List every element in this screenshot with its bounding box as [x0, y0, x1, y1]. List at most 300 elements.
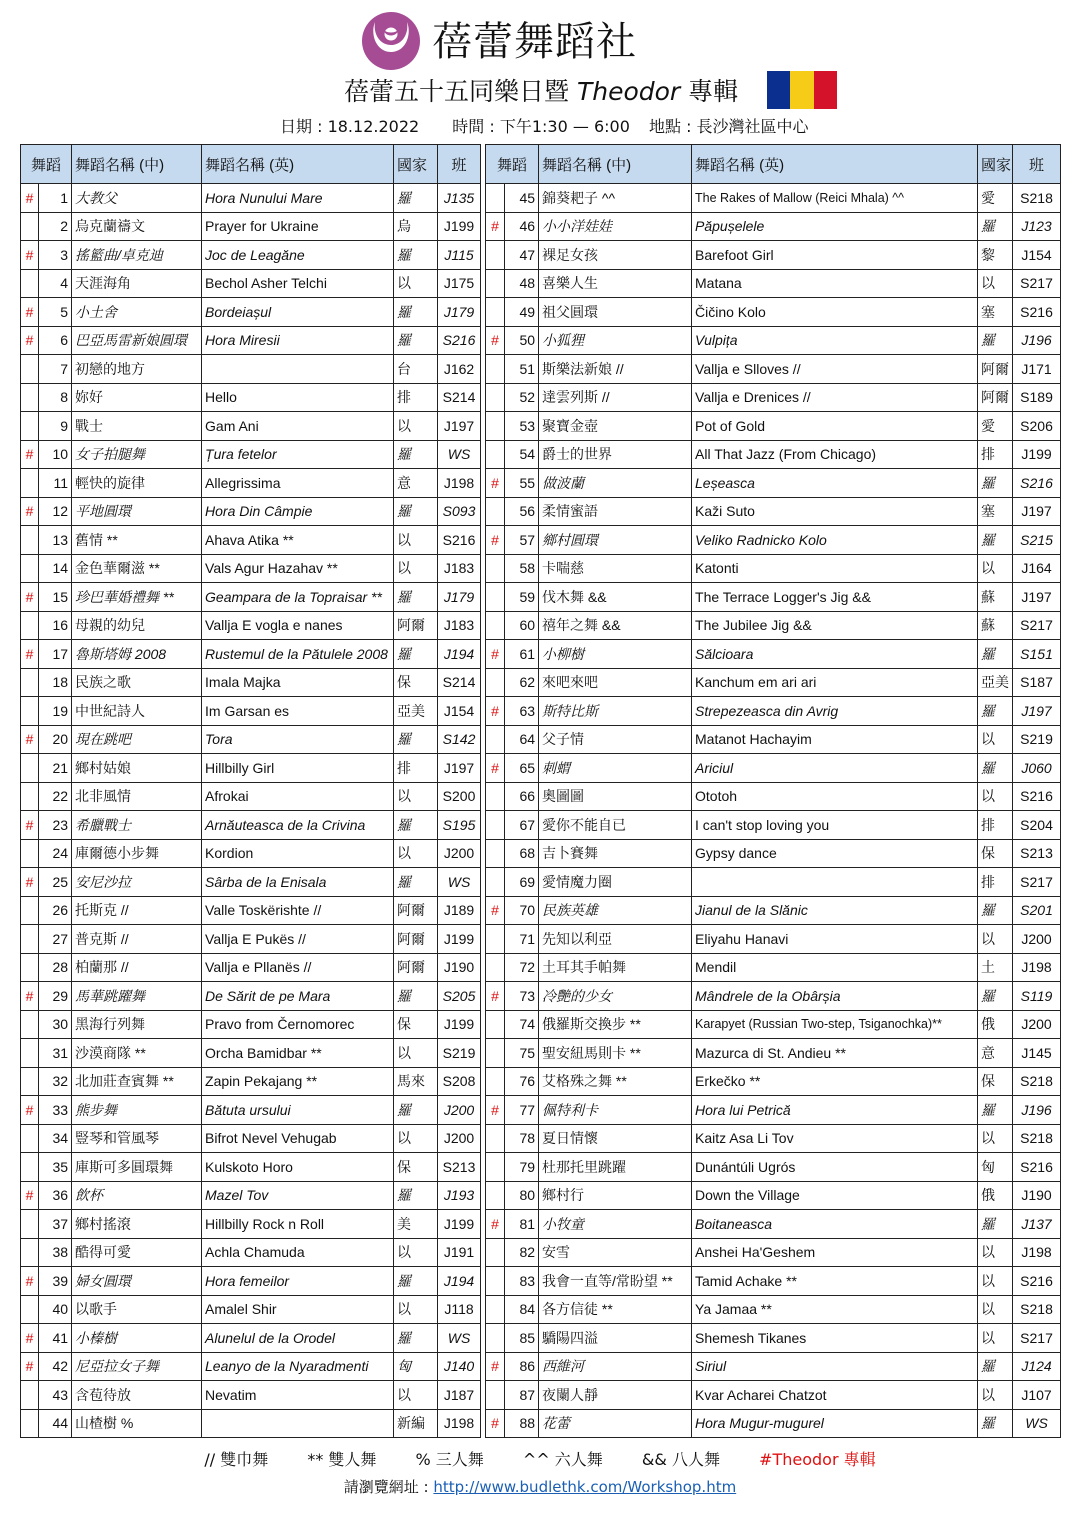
event-info: [280, 116, 809, 138]
table-row: [486, 896, 1061, 925]
dance-country: 以: [978, 1381, 1013, 1410]
dance-name-zh: 小榛樹: [72, 1324, 202, 1353]
dance-name-en: Vals Agur Hazahav **: [202, 554, 394, 583]
dance-name-en: Țura fetelor: [202, 440, 394, 469]
table-row: [486, 298, 1061, 327]
dance-class: J171: [1013, 355, 1061, 384]
dance-name-zh: 普克斯 //: [72, 925, 202, 954]
dance-name-en: Shemesh Tikanes: [692, 1324, 978, 1353]
dance-number: 45: [505, 184, 539, 213]
dance-number: 6: [39, 326, 72, 355]
dance-country: 保: [978, 839, 1013, 868]
dance-name-en: Mendil: [692, 953, 978, 982]
theodor-mark: [486, 383, 505, 412]
table-row: [486, 469, 1061, 498]
table-row: [486, 212, 1061, 241]
table-row: [21, 497, 481, 526]
theodor-mark: #: [21, 326, 39, 355]
dance-country: 俄: [978, 1181, 1013, 1210]
dance-class: J200: [1013, 1010, 1061, 1039]
dance-name-en: Joc de Leagăne: [202, 241, 394, 270]
dance-class: J199: [438, 212, 481, 241]
dance-class: J124: [1013, 1352, 1061, 1381]
table-row: [21, 412, 481, 441]
dance-class: J198: [1013, 1238, 1061, 1267]
dance-name-zh: 西維河: [539, 1352, 692, 1381]
dance-country: 羅: [394, 440, 438, 469]
table-row: [486, 1324, 1061, 1353]
romania-flag-icon: [767, 71, 837, 109]
flag-stripe-yellow: [790, 71, 813, 109]
dance-class: J199: [1013, 440, 1061, 469]
theodor-mark: [486, 554, 505, 583]
table-row: [21, 1096, 481, 1125]
dance-class: J200: [438, 839, 481, 868]
dance-country: 以: [394, 412, 438, 441]
dance-name-zh: 爵士的世界: [539, 440, 692, 469]
theodor-mark: [486, 1381, 505, 1410]
theodor-mark: #: [486, 754, 505, 783]
dance-country: 阿爾: [978, 383, 1013, 412]
dance-country: 意: [394, 469, 438, 498]
dance-number: 41: [39, 1324, 72, 1353]
theodor-mark: [486, 355, 505, 384]
dance-name-zh: 我會一直等/常盼望 **: [539, 1267, 692, 1296]
theodor-mark: [486, 725, 505, 754]
dance-name-en: Ariciul: [692, 754, 978, 783]
dance-country: 羅: [394, 982, 438, 1011]
dance-country: 以: [394, 554, 438, 583]
table-row: [21, 1238, 481, 1267]
theodor-mark: [486, 839, 505, 868]
dance-name-en: Achla Chamuda: [202, 1238, 394, 1267]
theodor-mark: [21, 383, 39, 412]
dance-class: S216: [1013, 1267, 1061, 1296]
table-row: [486, 782, 1061, 811]
dance-country: 羅: [394, 1096, 438, 1125]
dance-country: 羅: [978, 896, 1013, 925]
theodor-mark: [21, 1238, 39, 1267]
theodor-mark: [486, 1010, 505, 1039]
table-row: [486, 269, 1061, 298]
website-line: [0, 1476, 1080, 1498]
dance-name-en: Eliyahu Hanavi: [692, 925, 978, 954]
dance-name-zh: 柏蘭那 //: [72, 953, 202, 982]
website-link[interactable]: http://www.budlethk.com/Workshop.htm: [433, 1478, 737, 1496]
dance-name-zh: 女子拍腿舞: [72, 440, 202, 469]
theodor-mark: #: [486, 212, 505, 241]
table-row: [21, 469, 481, 498]
header-name-zh: 舞蹈名稱 (中): [72, 145, 202, 184]
table-row: [21, 640, 481, 669]
dance-name-zh: 卡喘慈: [539, 554, 692, 583]
dance-name-en: Veliko Radnicko Kolo: [692, 526, 978, 555]
dance-name-zh: 黑海行列舞: [72, 1010, 202, 1039]
dance-name-zh: 含苞待放: [72, 1381, 202, 1410]
theodor-mark: [486, 925, 505, 954]
theodor-mark: [21, 554, 39, 583]
table-row: [21, 1267, 481, 1296]
dance-name-en: Hora Mugur-mugurel: [692, 1409, 978, 1438]
dance-country: 以: [978, 1238, 1013, 1267]
dance-number: 10: [39, 440, 72, 469]
dance-name-en: Vallja e Pllanës //: [202, 953, 394, 982]
dance-country: 以: [394, 839, 438, 868]
dance-country: 黎: [978, 241, 1013, 270]
dance-country: 羅: [978, 1210, 1013, 1239]
theodor-mark: [486, 1067, 505, 1096]
dance-name-en: Bătuta ursului: [202, 1096, 394, 1125]
dance-class: S217: [1013, 868, 1061, 897]
dance-country: 羅: [978, 697, 1013, 726]
dance-number: 62: [505, 668, 539, 697]
dance-class: J198: [1013, 953, 1061, 982]
dance-list-right: [486, 184, 1061, 1438]
dance-number: 35: [39, 1153, 72, 1182]
dance-country: 馬來: [394, 1067, 438, 1096]
table-row: [21, 868, 481, 897]
theodor-mark: [21, 1409, 39, 1438]
table-row: [21, 1409, 481, 1438]
dance-name-zh: 柔情蜜語: [539, 497, 692, 526]
theodor-mark: #: [486, 1210, 505, 1239]
theodor-mark: [21, 212, 39, 241]
theodor-mark: #: [21, 1352, 39, 1381]
table-header-row: [21, 145, 481, 184]
dance-class: S213: [438, 1153, 481, 1182]
table-row: [21, 1381, 481, 1410]
dance-name-zh: 舊情 **: [72, 526, 202, 555]
dance-name-en: Prayer for Ukraine: [202, 212, 394, 241]
dance-country: 羅: [978, 212, 1013, 241]
theodor-mark: #: [21, 298, 39, 327]
dance-number: 15: [39, 583, 72, 612]
table-row: [21, 1124, 481, 1153]
dance-country: 羅: [978, 1352, 1013, 1381]
legend: [0, 1448, 1080, 1472]
dance-name-zh: 民族之歌: [72, 668, 202, 697]
dance-name-zh: 輕快的旋律: [72, 469, 202, 498]
table-row: [486, 1096, 1061, 1125]
dance-name-zh: 愛你不能自已: [539, 811, 692, 840]
dance-number: 71: [505, 925, 539, 954]
dance-name-en: Hillbilly Girl: [202, 754, 394, 783]
dance-name-zh: 天涯海角: [72, 269, 202, 298]
dance-name-zh: 鄉村搖滾: [72, 1210, 202, 1239]
theodor-mark: [486, 241, 505, 270]
dance-name-zh: 中世紀詩人: [72, 697, 202, 726]
dance-name-en: Boitaneasca: [692, 1210, 978, 1239]
dance-name-zh: 現在跳吧: [72, 725, 202, 754]
dance-country: 羅: [394, 811, 438, 840]
dance-class: J197: [438, 754, 481, 783]
table-row: [21, 583, 481, 612]
legend-item-eight-person-dance: && 八人舞: [641, 1450, 720, 1469]
table-row: [486, 811, 1061, 840]
event-venue: 地點 : 長沙灣社區中心: [648, 117, 809, 136]
dance-name-zh: 庫爾德小步舞: [72, 839, 202, 868]
theodor-mark: #: [21, 1267, 39, 1296]
dance-name-zh: 托斯克 //: [72, 896, 202, 925]
dance-name-en: Gypsy dance: [692, 839, 978, 868]
theodor-mark: #: [21, 1096, 39, 1125]
theodor-mark: [21, 1067, 39, 1096]
theodor-mark: #: [486, 697, 505, 726]
dance-name-zh: 裸足女孩: [539, 241, 692, 270]
dance-name-en: Zapin Pekajang **: [202, 1067, 394, 1096]
dance-number: 55: [505, 469, 539, 498]
dance-number: 82: [505, 1238, 539, 1267]
event-date: 日期 : 18.12.2022: [280, 117, 420, 136]
theodor-mark: #: [486, 1352, 505, 1381]
dance-class: J198: [438, 469, 481, 498]
dance-number: 46: [505, 212, 539, 241]
dance-class: J118: [438, 1295, 481, 1324]
table-row: [21, 526, 481, 555]
dance-class: S219: [1013, 725, 1061, 754]
dance-name-en: Hillbilly Rock n Roll: [202, 1210, 394, 1239]
dance-country: 阿爾: [394, 925, 438, 954]
table-row: [21, 611, 481, 640]
dance-name-en: I can't stop loving you: [692, 811, 978, 840]
theodor-mark: [486, 1238, 505, 1267]
table-row: [486, 953, 1061, 982]
dance-number: 38: [39, 1238, 72, 1267]
theodor-mark: #: [486, 1096, 505, 1125]
table-row: [21, 440, 481, 469]
dance-name-en: Tamid Achake **: [692, 1267, 978, 1296]
dance-name-zh: 初戀的地方: [72, 355, 202, 384]
dance-class: J135: [438, 184, 481, 213]
dance-name-zh: 刺蝟: [539, 754, 692, 783]
dance-country: 以: [978, 1324, 1013, 1353]
dance-name-en: [202, 355, 394, 384]
dance-country: 蘇: [978, 611, 1013, 640]
table-row: [486, 583, 1061, 612]
dance-class: J189: [438, 896, 481, 925]
dance-name-zh: 土耳其手帕舞: [539, 953, 692, 982]
dance-name-en: Mândrele de la Obârșia: [692, 982, 978, 1011]
dance-number: 43: [39, 1381, 72, 1410]
table-row: [21, 1324, 481, 1353]
dance-country: 羅: [978, 754, 1013, 783]
dance-name-zh: 馬華跳躍舞: [72, 982, 202, 1011]
dance-number: 50: [505, 326, 539, 355]
dance-class: J196: [1013, 1096, 1061, 1125]
dance-number: 36: [39, 1181, 72, 1210]
dance-number: 67: [505, 811, 539, 840]
theodor-mark: #: [21, 982, 39, 1011]
dance-country: 羅: [394, 298, 438, 327]
dance-number: 66: [505, 782, 539, 811]
dance-number: 73: [505, 982, 539, 1011]
dance-name-en: De Sărit de pe Mara: [202, 982, 394, 1011]
dance-number: 81: [505, 1210, 539, 1239]
dance-country: 以: [978, 269, 1013, 298]
table-row: [486, 1267, 1061, 1296]
dance-class: S189: [1013, 383, 1061, 412]
dance-name-en: Strepezeasca din Avrig: [692, 697, 978, 726]
dance-country: 排: [978, 811, 1013, 840]
dance-class: S214: [438, 383, 481, 412]
dance-class: J060: [1013, 754, 1061, 783]
dance-name-zh: 吉卜賽舞: [539, 839, 692, 868]
dance-name-zh: 金色華爾滋 **: [72, 554, 202, 583]
dance-country: 以: [394, 1039, 438, 1068]
dance-class: J183: [438, 554, 481, 583]
dance-country: 羅: [394, 497, 438, 526]
table-row: [21, 1352, 481, 1381]
dance-country: 意: [978, 1039, 1013, 1068]
table-row: [486, 1381, 1061, 1410]
dance-name-zh: 婦女圓環: [72, 1267, 202, 1296]
theodor-mark: [486, 1267, 505, 1296]
theodor-mark: [486, 811, 505, 840]
dance-number: 61: [505, 640, 539, 669]
dance-class: J164: [1013, 554, 1061, 583]
dance-class: J123: [1013, 212, 1061, 241]
dance-name-zh: 花蕾: [539, 1409, 692, 1438]
dance-name-zh: 大教父: [72, 184, 202, 213]
dance-name-en: Amalel Shir: [202, 1295, 394, 1324]
dance-country: 匈: [394, 1352, 438, 1381]
theodor-mark: [486, 668, 505, 697]
header-class: 班: [1013, 145, 1061, 184]
dance-name-zh: 小狐狸: [539, 326, 692, 355]
dance-name-en: Imala Majka: [202, 668, 394, 697]
dance-name-en: Leșeasca: [692, 469, 978, 498]
theodor-mark: [486, 583, 505, 612]
dance-name-zh: 錦葵耙子 ^^: [539, 184, 692, 213]
dance-class: S216: [1013, 298, 1061, 327]
dance-class: S217: [1013, 611, 1061, 640]
table-row: [21, 269, 481, 298]
dance-name-zh: 聚寶金壺: [539, 412, 692, 441]
dance-name-zh: 奧圖圖: [539, 782, 692, 811]
dance-name-zh: 搖籃曲/卓克迪: [72, 241, 202, 270]
dance-class: J190: [438, 953, 481, 982]
theodor-mark: [21, 953, 39, 982]
theodor-mark: [21, 754, 39, 783]
dance-country: 羅: [394, 184, 438, 213]
table-row: [21, 1295, 481, 1324]
dance-class: J200: [438, 1124, 481, 1153]
dance-country: 以: [978, 1267, 1013, 1296]
dance-class: S218: [1013, 1067, 1061, 1096]
table-row: [21, 754, 481, 783]
header-dance: 舞蹈: [486, 145, 539, 184]
dance-name-zh: 驕陽四溢: [539, 1324, 692, 1353]
dance-class: S218: [1013, 184, 1061, 213]
table-row: [486, 1238, 1061, 1267]
dance-country: 保: [394, 1153, 438, 1182]
theodor-mark: [21, 469, 39, 498]
theodor-mark: #: [486, 326, 505, 355]
table-row: [21, 355, 481, 384]
dance-class: WS: [438, 868, 481, 897]
dance-name-en: The Terrace Logger's Jig &&: [692, 583, 978, 612]
table-row: [486, 497, 1061, 526]
dance-number: 85: [505, 1324, 539, 1353]
dance-country: 保: [394, 668, 438, 697]
dance-country: 以: [978, 1295, 1013, 1324]
dance-country: 以: [394, 526, 438, 555]
dance-number: 70: [505, 896, 539, 925]
table-row: [21, 1039, 481, 1068]
dance-name-zh: 酷得可愛: [72, 1238, 202, 1267]
dance-class: J199: [438, 1010, 481, 1039]
dance-class: S218: [1013, 1124, 1061, 1153]
dance-name-en: Kanchum em ari ari: [692, 668, 978, 697]
club-name: 蓓蕾舞蹈社: [432, 19, 637, 65]
dance-name-zh: 妳好: [72, 383, 202, 412]
dance-country: 以: [978, 925, 1013, 954]
dance-name-zh: 夏日情懷: [539, 1124, 692, 1153]
dance-country: 以: [978, 782, 1013, 811]
dance-name-en: Bifrot Nevel Vehugab: [202, 1124, 394, 1153]
dance-name-en: Leanyo de la Nyaradmenti: [202, 1352, 394, 1381]
dance-class: S217: [1013, 1324, 1061, 1353]
dance-name-zh: 達雲列斯 //: [539, 383, 692, 412]
table-row: [486, 1181, 1061, 1210]
dance-name-zh: 夜闌人靜: [539, 1381, 692, 1410]
theodor-mark: #: [486, 982, 505, 1011]
dance-number: 34: [39, 1124, 72, 1153]
dance-class: J183: [438, 611, 481, 640]
dance-country: 愛: [978, 412, 1013, 441]
dance-country: 俄: [978, 1010, 1013, 1039]
dance-class: J154: [438, 697, 481, 726]
header-country: 國家: [394, 145, 438, 184]
dance-name-en: Tora: [202, 725, 394, 754]
dance-table-right: [485, 144, 1061, 1438]
dance-number: 49: [505, 298, 539, 327]
dance-name-en: Siriul: [692, 1352, 978, 1381]
table-row: [486, 1067, 1061, 1096]
dance-number: 57: [505, 526, 539, 555]
dance-name-zh: 山楂樹 %: [72, 1409, 202, 1438]
table-row: [486, 982, 1061, 1011]
dance-name-en: Kordion: [202, 839, 394, 868]
table-row: [21, 725, 481, 754]
theodor-mark: [486, 868, 505, 897]
dance-number: 17: [39, 640, 72, 669]
theodor-mark: [486, 412, 505, 441]
table-row: [21, 697, 481, 726]
dance-number: 63: [505, 697, 539, 726]
dance-number: 51: [505, 355, 539, 384]
dance-country: 保: [394, 1010, 438, 1039]
dance-number: 56: [505, 497, 539, 526]
dance-name-en: [692, 868, 978, 897]
dance-number: 58: [505, 554, 539, 583]
dance-number: 39: [39, 1267, 72, 1296]
dance-name-en: Ahava Atika **: [202, 526, 394, 555]
dance-name-en: Kulskoto Horo: [202, 1153, 394, 1182]
theodor-mark: [21, 1039, 39, 1068]
dance-class: J190: [1013, 1181, 1061, 1210]
dance-number: 8: [39, 383, 72, 412]
dance-number: 79: [505, 1153, 539, 1182]
dance-number: 31: [39, 1039, 72, 1068]
dance-name-en: Orcha Bamidbar **: [202, 1039, 394, 1068]
table-row: [21, 554, 481, 583]
table-row: [21, 241, 481, 270]
table-row: [486, 383, 1061, 412]
dance-name-en: Im Garsan es: [202, 697, 394, 726]
event-title-suffix: 專輯: [688, 77, 739, 106]
theodor-mark: [486, 298, 505, 327]
